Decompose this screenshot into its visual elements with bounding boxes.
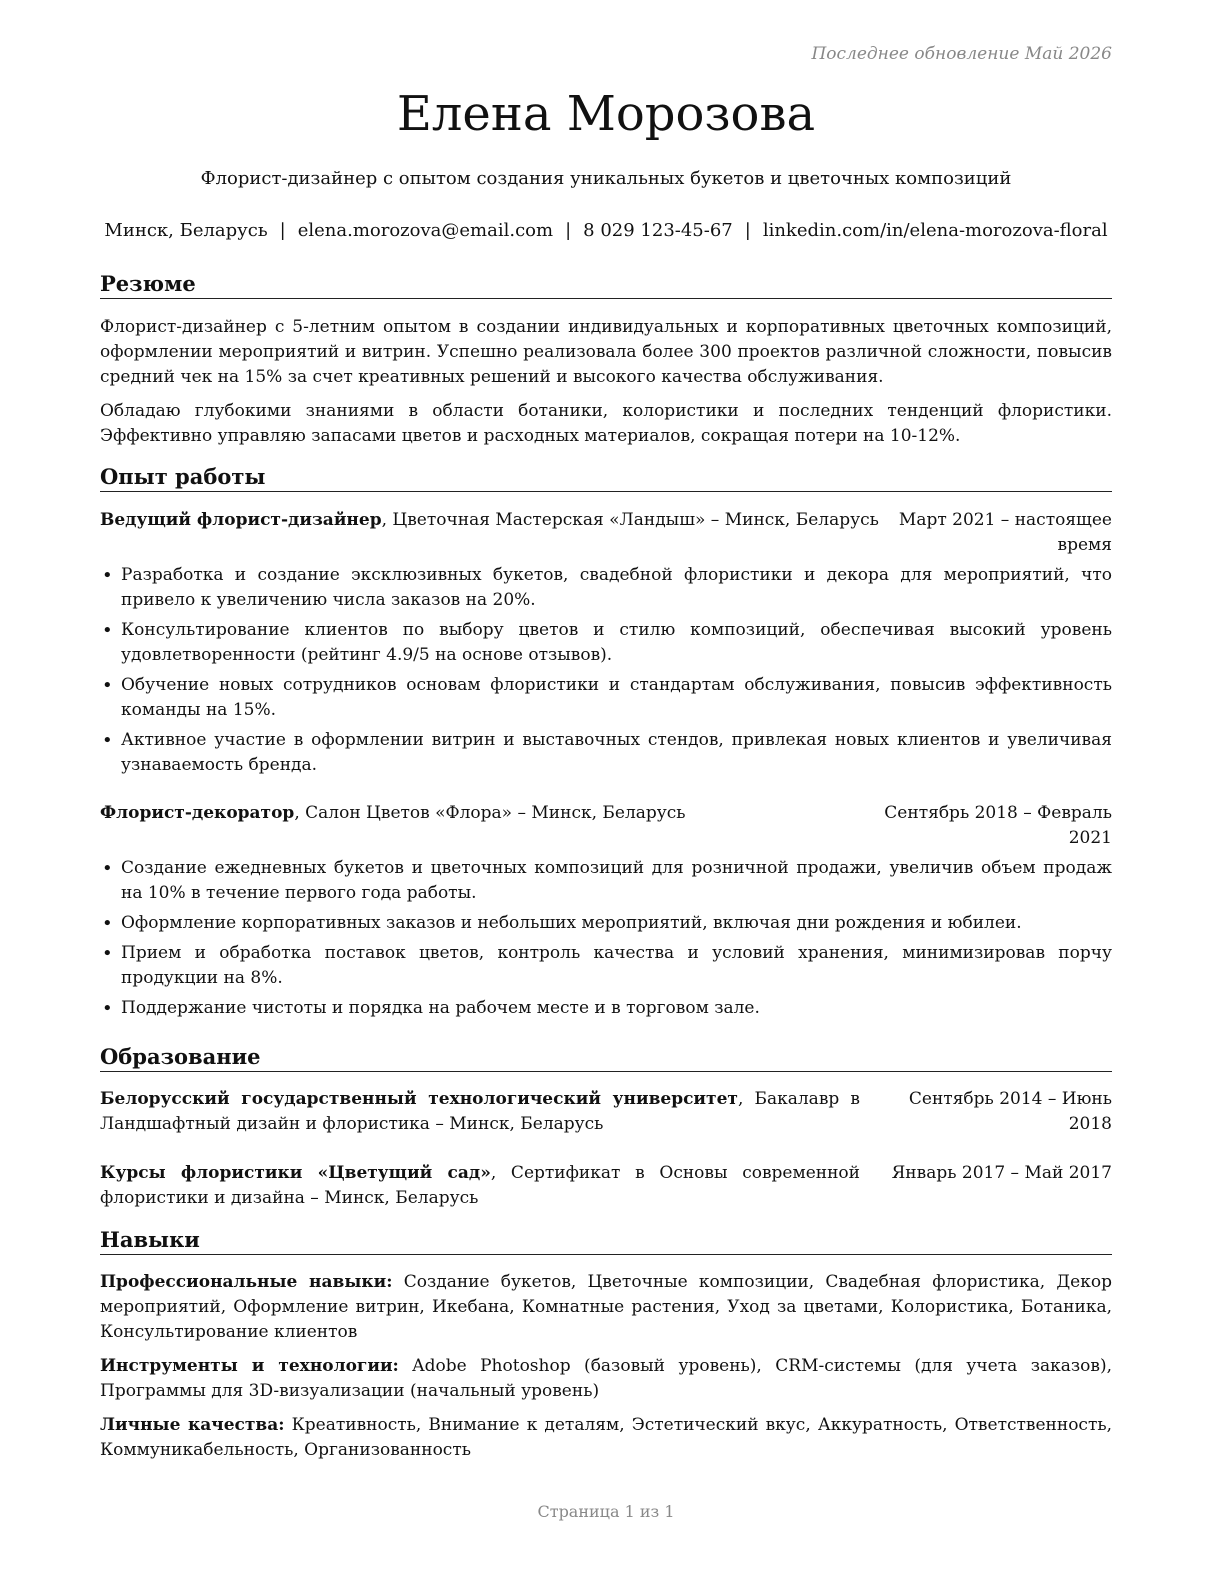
list-item: • Консультирование клиентов по выбору цветов и стилю композиций, обеспечивая высокий уровень удовлетворенности (рейтинг 4.9/5 на основе отзывов).: [100, 618, 1112, 668]
contact-phone: 8 029 123-45-67: [583, 220, 733, 241]
education-item: [100, 1087, 1112, 1137]
section-title-summary: Резюме: [100, 270, 1112, 299]
contact-location: Минск, Беларусь: [104, 220, 268, 241]
skill-group: [100, 1354, 1112, 1404]
last-updated: Последнее обновление Май 2026: [811, 44, 1112, 64]
contact-email[interactable]: elena.morozova@email.com: [297, 220, 554, 241]
skill-group-text: Создание букетов, Цветочные композиции, Свадебная флористика, Декор мероприятий, Оформление витрин, Икебана, Комнатные растения, Уход за цветами, Колористика, Ботаника, Консультирование клиентов: [100, 1272, 1112, 1342]
skill-group: [100, 1270, 1112, 1345]
job-bullets: [100, 563, 1112, 783]
job-company: , Цветочная Мастерская «Ландыш» – Минск, Беларусь: [381, 510, 879, 530]
list-item: • Прием и обработка поставок цветов, контроль качества и условий хранения, минимизировав порчу продукции на 8%.: [100, 941, 1112, 991]
summary-paragraph: Флорист-дизайнер с 5-летним опытом в создании индивидуальных и корпоративных цветочных композиций, оформлении мероприятий и витрин. Успешно реализовала более 300 проектов различной сложности, повысив средний чек на 15% за счет креативных решений и высокого качества обслуживания.: [100, 317, 1112, 387]
job-role: Флорист-декоратор: [100, 803, 295, 823]
skill-group-label: Личные качества:: [100, 1415, 285, 1435]
list-item: • Разработка и создание эксклюзивных букетов, свадебной флористики и декора для мероприятий, что привело к увеличению числа заказов на 20%.: [100, 563, 1112, 613]
education-dates: Сентябрь 2014 – Июнь 2018: [908, 1089, 1112, 1134]
list-item: • Поддержание чистоты и порядка на рабочем месте и в торговом зале.: [100, 996, 1112, 1021]
skill-group-text: Креативность, Внимание к деталям, Эстетический вкус, Аккуратность, Ответственность, Коммуникабельность, Организованность: [100, 1415, 1113, 1460]
education-school: Курсы флористики «Цветущий сад»: [100, 1163, 491, 1183]
skill-group: [100, 1413, 1112, 1463]
skill-group-label: Инструменты и технологии:: [100, 1356, 399, 1376]
section-title-education: Образование: [100, 1043, 1112, 1072]
skill-group-label: Профессиональные навыки:: [100, 1272, 393, 1292]
education-dates: Январь 2017 – Май 2017: [891, 1163, 1112, 1183]
education-detail: , Сертификат в Основы современной флористики и дизайна – Минск, Беларусь: [100, 1163, 860, 1208]
job-dates: Сентябрь 2018 – Февраль 2021: [884, 803, 1112, 848]
contact-separator: |: [744, 220, 751, 241]
candidate-name: Елена Морозова: [396, 86, 816, 142]
job-header: [100, 801, 1112, 851]
section-title-skills: Навыки: [100, 1226, 1112, 1255]
list-item: • Обучение новых сотрудников основам флористики и стандартам обслуживания, повысив эффективность команды на 15%.: [100, 673, 1112, 723]
list-item: • Создание ежедневных букетов и цветочных композиций для розничной продажи, увеличив объем продаж на 10% в течение первого года работы.: [100, 856, 1112, 906]
job-header: [100, 508, 1112, 558]
job-company: , Салон Цветов «Флора» – Минск, Беларусь: [294, 803, 686, 823]
education-school: Белорусский государственный технологический университет: [100, 1089, 738, 1109]
education-detail: , Бакалавр в Ландшафтный дизайн и флористика – Минск, Беларусь: [100, 1089, 860, 1134]
list-item: • Активное участие в оформлении витрин и выставочных стендов, привлекая новых клиентов и увеличивая узнаваемость бренда.: [100, 728, 1112, 778]
job-dates: Март 2021 – настоящее время: [898, 510, 1112, 555]
section-title-experience: Опыт работы: [100, 463, 1112, 492]
page-number: Страница 1 из 1: [537, 1502, 675, 1521]
contact-linkedin[interactable]: linkedin.com/in/elena-morozova-floral: [762, 220, 1108, 241]
contact-separator: |: [279, 220, 286, 241]
job-role: Ведущий флорист-дизайнер: [100, 510, 382, 530]
contact-line: [88, 220, 1124, 241]
skill-group-text: Adobe Photoshop (базовый уровень), CRM-системы (для учета заказов), Программы для 3D-визуализации (начальный уровень): [100, 1356, 1112, 1401]
job-bullets: [100, 856, 1112, 1026]
contact-separator: |: [565, 220, 572, 241]
list-item: • Оформление корпоративных заказов и небольших мероприятий, включая дни рождения и юбилеи.: [100, 911, 1112, 936]
education-item: [100, 1161, 1112, 1211]
tagline: Флорист-дизайнер с опытом создания уникальных букетов и цветочных композиций: [200, 168, 1012, 189]
summary-paragraph: Обладаю глубокими знаниями в области ботаники, колористики и последних тенденций флористики. Эффективно управляю запасами цветов и расходных материалов, сокращая потери на 10-12%.: [100, 401, 1112, 446]
